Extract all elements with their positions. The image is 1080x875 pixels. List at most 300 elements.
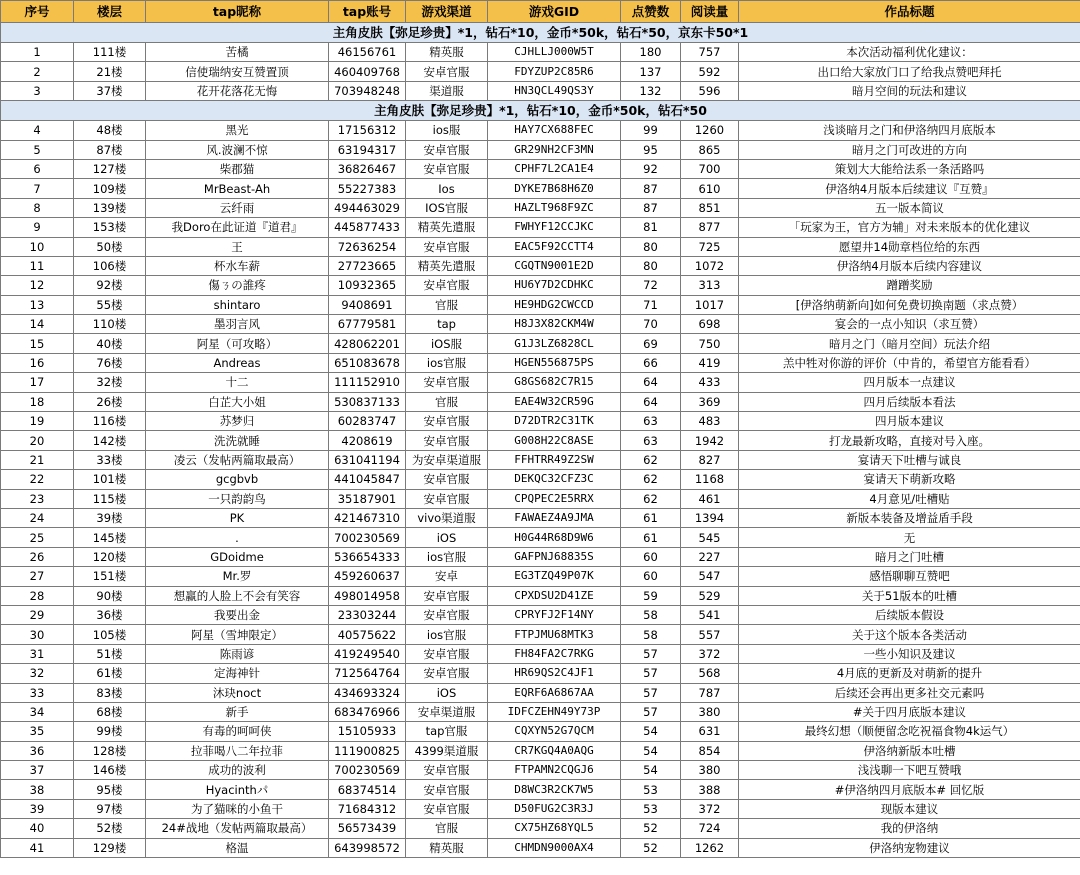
cell-likes: 54 [621, 741, 681, 760]
table-row [1, 625, 1080, 644]
cell-index: 21 [1, 450, 74, 469]
cell-channel: 精英服 [406, 838, 488, 857]
cell-nickname: 新手 [146, 702, 329, 721]
cell-likes: 62 [621, 489, 681, 508]
cell-index: 19 [1, 412, 74, 431]
cell-gid: FTPAMN2CQGJ6 [488, 761, 621, 780]
cell-channel: 安卓官服 [406, 644, 488, 663]
table-row [1, 470, 1080, 489]
cell-index: 14 [1, 315, 74, 334]
cell-channel: 安卓 [406, 567, 488, 586]
header-col-views: 阅读量 [681, 1, 739, 23]
cell-account: 68374514 [329, 780, 406, 799]
cell-floor: 146楼 [74, 761, 146, 780]
cell-channel: 官服 [406, 392, 488, 411]
table-row [1, 334, 1080, 353]
cell-channel: 安卓官服 [406, 761, 488, 780]
cell-gid: G1J3LZ6828CL [488, 334, 621, 353]
cell-account: 712564764 [329, 664, 406, 683]
cell-gid: CX75HZ68YQL5 [488, 819, 621, 838]
cell-account: 419249540 [329, 644, 406, 663]
cell-likes: 62 [621, 450, 681, 469]
cell-account: 434693324 [329, 683, 406, 702]
cell-floor: 83楼 [74, 683, 146, 702]
cell-index: 34 [1, 702, 74, 721]
cell-title: 宴请天下吐槽与诚良 [739, 450, 1080, 469]
cell-views: 557 [681, 625, 739, 644]
cell-index: 7 [1, 179, 74, 198]
cell-gid: FWHYF12CCJKC [488, 218, 621, 237]
cell-index: 39 [1, 799, 74, 818]
cell-channel: ios官服 [406, 547, 488, 566]
cell-index: 28 [1, 586, 74, 605]
cell-index: 40 [1, 819, 74, 838]
cell-floor: 52楼 [74, 819, 146, 838]
cell-nickname: 黑光 [146, 121, 329, 140]
cell-account: 9408691 [329, 295, 406, 314]
cell-floor: 105楼 [74, 625, 146, 644]
cell-channel: 官服 [406, 295, 488, 314]
cell-floor: 32楼 [74, 373, 146, 392]
cell-nickname: 王 [146, 237, 329, 256]
table-row [1, 683, 1080, 702]
cell-views: 1168 [681, 470, 739, 489]
cell-views: 877 [681, 218, 739, 237]
cell-nickname: 信使瑞纳安互赞置顶 [146, 62, 329, 81]
cell-views: 1942 [681, 431, 739, 450]
cell-gid: D50FUG2C3R3J [488, 799, 621, 818]
cell-nickname: 墨羽言风 [146, 315, 329, 334]
cell-views: 483 [681, 412, 739, 431]
cell-nickname: 拉菲喝八二年拉菲 [146, 741, 329, 760]
table-row [1, 295, 1080, 314]
cell-title: 最终幻想（顺便留念吃祝福食物4k运气） [739, 722, 1080, 741]
cell-nickname: 苏梦归 [146, 412, 329, 431]
cell-likes: 54 [621, 722, 681, 741]
cell-gid: HU6Y7D2CDHKC [488, 276, 621, 295]
cell-likes: 61 [621, 528, 681, 547]
cell-title: 暗月之门（暗月空间）玩法介绍 [739, 334, 1080, 353]
cell-views: 545 [681, 528, 739, 547]
cell-channel: 为安卓渠道服 [406, 450, 488, 469]
cell-nickname: 阿星（雪坤限定） [146, 625, 329, 644]
cell-floor: 26楼 [74, 392, 146, 411]
cell-nickname: 傷ㄋの誰疼 [146, 276, 329, 295]
cell-title: 愿望井14勋章档位给的东西 [739, 237, 1080, 256]
cell-title: 暗月之门吐槽 [739, 547, 1080, 566]
cell-channel: iOS服 [406, 334, 488, 353]
reward-section-title: 主角皮肤【弥足珍贵】*1，钻石*10，金币*50k，钻石*50 [1, 101, 1080, 121]
cell-nickname: 风.波澜不惊 [146, 140, 329, 159]
cell-title: 一些小知识及建议 [739, 644, 1080, 663]
cell-floor: 145楼 [74, 528, 146, 547]
table-row [1, 547, 1080, 566]
cell-channel: 4399渠道服 [406, 741, 488, 760]
cell-floor: 21楼 [74, 62, 146, 81]
cell-title: 宴会的一点小知识（求互赞） [739, 315, 1080, 334]
cell-index: 9 [1, 218, 74, 237]
cell-account: 56573439 [329, 819, 406, 838]
cell-views: 725 [681, 237, 739, 256]
cell-title: #关于四月底版本建议 [739, 702, 1080, 721]
cell-channel: 精英服 [406, 43, 488, 62]
cell-views: 372 [681, 644, 739, 663]
cell-gid: CPQPEC2E5RRX [488, 489, 621, 508]
cell-views: 380 [681, 761, 739, 780]
cell-views: 388 [681, 780, 739, 799]
cell-index: 37 [1, 761, 74, 780]
cell-account: 445877433 [329, 218, 406, 237]
cell-gid: EG3TZQ49P07K [488, 567, 621, 586]
cell-index: 2 [1, 62, 74, 81]
cell-account: 23303244 [329, 605, 406, 624]
cell-channel: ios服 [406, 121, 488, 140]
cell-likes: 72 [621, 276, 681, 295]
cell-account: 494463029 [329, 198, 406, 217]
cell-likes: 63 [621, 412, 681, 431]
cell-views: 313 [681, 276, 739, 295]
cell-gid: HE9HDG2CWCCD [488, 295, 621, 314]
cell-nickname: 24#战地（发帖两篇取最高） [146, 819, 329, 838]
cell-channel: iOS [406, 528, 488, 547]
cell-index: 32 [1, 664, 74, 683]
cell-likes: 80 [621, 256, 681, 275]
cell-gid: CJHLLJ000W5T [488, 43, 621, 62]
cell-gid: CQXYN52G7QCM [488, 722, 621, 741]
cell-views: 541 [681, 605, 739, 624]
cell-index: 15 [1, 334, 74, 353]
header-row [1, 1, 1080, 23]
table-row [1, 586, 1080, 605]
cell-account: 700230569 [329, 528, 406, 547]
cell-gid: HAY7CX688FEC [488, 121, 621, 140]
cell-account: 530837133 [329, 392, 406, 411]
cell-views: 1017 [681, 295, 739, 314]
cell-likes: 70 [621, 315, 681, 334]
cell-gid: CHMDN9000AX4 [488, 838, 621, 857]
cell-nickname: Hyacinthパ [146, 780, 329, 799]
cell-channel: IOS官服 [406, 198, 488, 217]
cell-floor: 153楼 [74, 218, 146, 237]
cell-title: #伊洛纳四月底版本# 回忆版 [739, 780, 1080, 799]
table-row [1, 702, 1080, 721]
cell-likes: 64 [621, 373, 681, 392]
header-col-gid: 游戏GID [488, 1, 621, 23]
cell-title: 关于这个版本各类活动 [739, 625, 1080, 644]
cell-gid: HAZLT968F9ZC [488, 198, 621, 217]
table-row [1, 644, 1080, 663]
cell-likes: 81 [621, 218, 681, 237]
cell-nickname: 苦橘 [146, 43, 329, 62]
table-row [1, 276, 1080, 295]
cell-gid: D72DTR2C31TK [488, 412, 621, 431]
table-row [1, 431, 1080, 450]
cell-floor: 115楼 [74, 489, 146, 508]
cell-gid: GAFPNJ68835S [488, 547, 621, 566]
cell-index: 12 [1, 276, 74, 295]
cell-likes: 57 [621, 702, 681, 721]
cell-index: 8 [1, 198, 74, 217]
cell-gid: HGEN556875PS [488, 353, 621, 372]
table-row [1, 819, 1080, 838]
header-col-account: tap账号 [329, 1, 406, 23]
table-row [1, 567, 1080, 586]
cell-gid: EAE4W32CR59G [488, 392, 621, 411]
cell-nickname: 为了猫咪的小鱼干 [146, 799, 329, 818]
cell-floor: 97楼 [74, 799, 146, 818]
cell-index: 27 [1, 567, 74, 586]
cell-likes: 180 [621, 43, 681, 62]
cell-account: 4208619 [329, 431, 406, 450]
cell-nickname: 白芷大小姐 [146, 392, 329, 411]
cell-title: 暗月之门可改进的方向 [739, 140, 1080, 159]
cell-title: 我的伊洛纳 [739, 819, 1080, 838]
cell-views: 854 [681, 741, 739, 760]
cell-likes: 71 [621, 295, 681, 314]
cell-floor: 99楼 [74, 722, 146, 741]
cell-nickname: 杯水车薪 [146, 256, 329, 275]
cell-index: 11 [1, 256, 74, 275]
cell-account: 536654333 [329, 547, 406, 566]
cell-floor: 39楼 [74, 508, 146, 527]
cell-index: 5 [1, 140, 74, 159]
table-row [1, 159, 1080, 178]
cell-views: 631 [681, 722, 739, 741]
cell-title: 伊洛纳新版本吐槽 [739, 741, 1080, 760]
cell-channel: 安卓渠道服 [406, 702, 488, 721]
cell-views: 757 [681, 43, 739, 62]
cell-channel: 安卓官服 [406, 431, 488, 450]
cell-index: 31 [1, 644, 74, 663]
cell-title: 打龙最新攻略，直接对号入座。 [739, 431, 1080, 450]
cell-account: 441045847 [329, 470, 406, 489]
cell-channel: Ios [406, 179, 488, 198]
cell-floor: 116楼 [74, 412, 146, 431]
cell-gid: DEKQC32CFZ3C [488, 470, 621, 489]
cell-account: 27723665 [329, 256, 406, 275]
cell-gid: CGQTN9001E2D [488, 256, 621, 275]
cell-nickname: 柴郡猫 [146, 159, 329, 178]
table-row [1, 179, 1080, 198]
header-col-title: 作品标题 [739, 1, 1080, 23]
cell-nickname: 阿星（可攻略） [146, 334, 329, 353]
cell-likes: 57 [621, 644, 681, 663]
cell-views: 380 [681, 702, 739, 721]
cell-views: 596 [681, 81, 739, 100]
cell-nickname: 想赢的人脸上不会有笑容 [146, 586, 329, 605]
cell-floor: 142楼 [74, 431, 146, 450]
cell-gid: FFHTRR49Z2SW [488, 450, 621, 469]
table-row [1, 508, 1080, 527]
cell-channel: ios官服 [406, 353, 488, 372]
cell-account: 683476966 [329, 702, 406, 721]
cell-likes: 58 [621, 625, 681, 644]
cell-floor: 87楼 [74, 140, 146, 159]
cell-likes: 53 [621, 780, 681, 799]
table-row [1, 838, 1080, 857]
cell-likes: 54 [621, 761, 681, 780]
cell-floor: 36楼 [74, 605, 146, 624]
cell-account: 421467310 [329, 508, 406, 527]
cell-index: 24 [1, 508, 74, 527]
cell-likes: 137 [621, 62, 681, 81]
cell-channel: tap [406, 315, 488, 334]
table-body [1, 23, 1080, 858]
cell-views: 568 [681, 664, 739, 683]
cell-views: 369 [681, 392, 739, 411]
cell-title: 浅谈暗月之门和伊洛纳四月底版本 [739, 121, 1080, 140]
cell-title: 伊洛纳4月版本后续内容建议 [739, 256, 1080, 275]
cell-title: 四月版本建议 [739, 412, 1080, 431]
cell-floor: 68楼 [74, 702, 146, 721]
cell-title: 羔中牲对你游的评价（中肯的，希望官方能看看） [739, 353, 1080, 372]
cell-channel: 安卓官服 [406, 489, 488, 508]
cell-floor: 129楼 [74, 838, 146, 857]
cell-account: 71684312 [329, 799, 406, 818]
cell-title: 伊洛纳宠物建议 [739, 838, 1080, 857]
cell-nickname: 我Doro在此证道『道君』 [146, 218, 329, 237]
cell-account: 10932365 [329, 276, 406, 295]
cell-channel: 安卓官服 [406, 373, 488, 392]
cell-title: 暗月空间的玩法和建议 [739, 81, 1080, 100]
cell-channel: 安卓官服 [406, 62, 488, 81]
cell-likes: 58 [621, 605, 681, 624]
cell-gid: EAC5F92CCTT4 [488, 237, 621, 256]
cell-index: 38 [1, 780, 74, 799]
table-row [1, 664, 1080, 683]
table-row [1, 722, 1080, 741]
cell-gid: DYKE7B68H6Z0 [488, 179, 621, 198]
cell-account: 35187901 [329, 489, 406, 508]
cell-account: 55227383 [329, 179, 406, 198]
cell-account: 460409768 [329, 62, 406, 81]
cell-title: 感悟聊聊互赞吧 [739, 567, 1080, 586]
cell-nickname: 一只韵韵鸟 [146, 489, 329, 508]
reward-section-title: 主角皮肤【弥足珍贵】*1，钻石*10，金币*50k，钻石*50，京东卡50*1 [1, 23, 1080, 43]
cell-gid: EQRF6A6867AA [488, 683, 621, 702]
table-row [1, 799, 1080, 818]
cell-views: 700 [681, 159, 739, 178]
cell-likes: 64 [621, 392, 681, 411]
cell-channel: 安卓官服 [406, 159, 488, 178]
cell-views: 851 [681, 198, 739, 217]
cell-floor: 50楼 [74, 237, 146, 256]
cell-index: 4 [1, 121, 74, 140]
cell-channel: 安卓官服 [406, 605, 488, 624]
header-col-channel: 游戏渠道 [406, 1, 488, 23]
cell-channel: 安卓官服 [406, 780, 488, 799]
cell-nickname: Andreas [146, 353, 329, 372]
cell-channel: 渠道服 [406, 81, 488, 100]
cell-views: 372 [681, 799, 739, 818]
cell-likes: 61 [621, 508, 681, 527]
cell-title: [伊洛纳萌新向]如何免费切换南题（求点赞） [739, 295, 1080, 314]
cell-likes: 53 [621, 799, 681, 818]
cell-account: 651083678 [329, 353, 406, 372]
table-row [1, 741, 1080, 760]
cell-index: 36 [1, 741, 74, 760]
reward-section-row [1, 23, 1080, 43]
cell-nickname: PK [146, 508, 329, 527]
cell-title: 后续还会再出更多社交元素吗 [739, 683, 1080, 702]
cell-views: 227 [681, 547, 739, 566]
cell-nickname: 花开花落花无悔 [146, 81, 329, 100]
cell-gid: H0G44R68D9W6 [488, 528, 621, 547]
cell-channel: vivo渠道服 [406, 508, 488, 527]
cell-gid: G8GS682C7R15 [488, 373, 621, 392]
cell-gid: FTPJMU68MTK3 [488, 625, 621, 644]
cell-likes: 63 [621, 431, 681, 450]
cell-gid: HN3QCL49QS3Y [488, 81, 621, 100]
cell-gid: GR29NH2CF3MN [488, 140, 621, 159]
cell-title: 本次活动福利优化建议： [739, 43, 1080, 62]
cell-views: 461 [681, 489, 739, 508]
header-col-nickname: tap昵称 [146, 1, 329, 23]
cell-floor: 92楼 [74, 276, 146, 295]
cell-channel: ios官服 [406, 625, 488, 644]
cell-title: 现版本建议 [739, 799, 1080, 818]
cell-nickname: 云纤雨 [146, 198, 329, 217]
cell-channel: 安卓官服 [406, 470, 488, 489]
cell-index: 18 [1, 392, 74, 411]
cell-account: 498014958 [329, 586, 406, 605]
cell-channel: 安卓官服 [406, 586, 488, 605]
cell-account: 17156312 [329, 121, 406, 140]
cell-nickname: 定海神针 [146, 664, 329, 683]
table-row [1, 237, 1080, 256]
table-row [1, 392, 1080, 411]
cell-index: 1 [1, 43, 74, 62]
cell-account: 700230569 [329, 761, 406, 780]
cell-title: 四月后续版本看法 [739, 392, 1080, 411]
cell-channel: 安卓官服 [406, 664, 488, 683]
cell-index: 26 [1, 547, 74, 566]
cell-index: 30 [1, 625, 74, 644]
cell-floor: 111楼 [74, 43, 146, 62]
cell-index: 17 [1, 373, 74, 392]
cell-channel: 精英先遣服 [406, 256, 488, 275]
cell-likes: 132 [621, 81, 681, 100]
cell-views: 610 [681, 179, 739, 198]
cell-nickname: 成功的波利 [146, 761, 329, 780]
cell-floor: 48楼 [74, 121, 146, 140]
cell-gid: G008H22C8ASE [488, 431, 621, 450]
cell-gid: CPXDSU2D41ZE [488, 586, 621, 605]
cell-channel: 安卓官服 [406, 799, 488, 818]
cell-views: 592 [681, 62, 739, 81]
cell-channel: iOS [406, 683, 488, 702]
cell-account: 643998572 [329, 838, 406, 857]
cell-account: 631041194 [329, 450, 406, 469]
table-row [1, 218, 1080, 237]
cell-channel: 精英先遣服 [406, 218, 488, 237]
cell-nickname: 我要出金 [146, 605, 329, 624]
cell-likes: 60 [621, 567, 681, 586]
cell-views: 433 [681, 373, 739, 392]
cell-index: 29 [1, 605, 74, 624]
cell-likes: 99 [621, 121, 681, 140]
table-row [1, 761, 1080, 780]
cell-gid: FAWAEZ4A9JMA [488, 508, 621, 527]
cell-likes: 95 [621, 140, 681, 159]
cell-title: 关于51版本的吐槽 [739, 586, 1080, 605]
cell-floor: 151楼 [74, 567, 146, 586]
cell-nickname: . [146, 528, 329, 547]
cell-title: 后续版本假设 [739, 605, 1080, 624]
table-row [1, 256, 1080, 275]
cell-views: 1260 [681, 121, 739, 140]
cell-gid: IDFCZEHN49Y73P [488, 702, 621, 721]
